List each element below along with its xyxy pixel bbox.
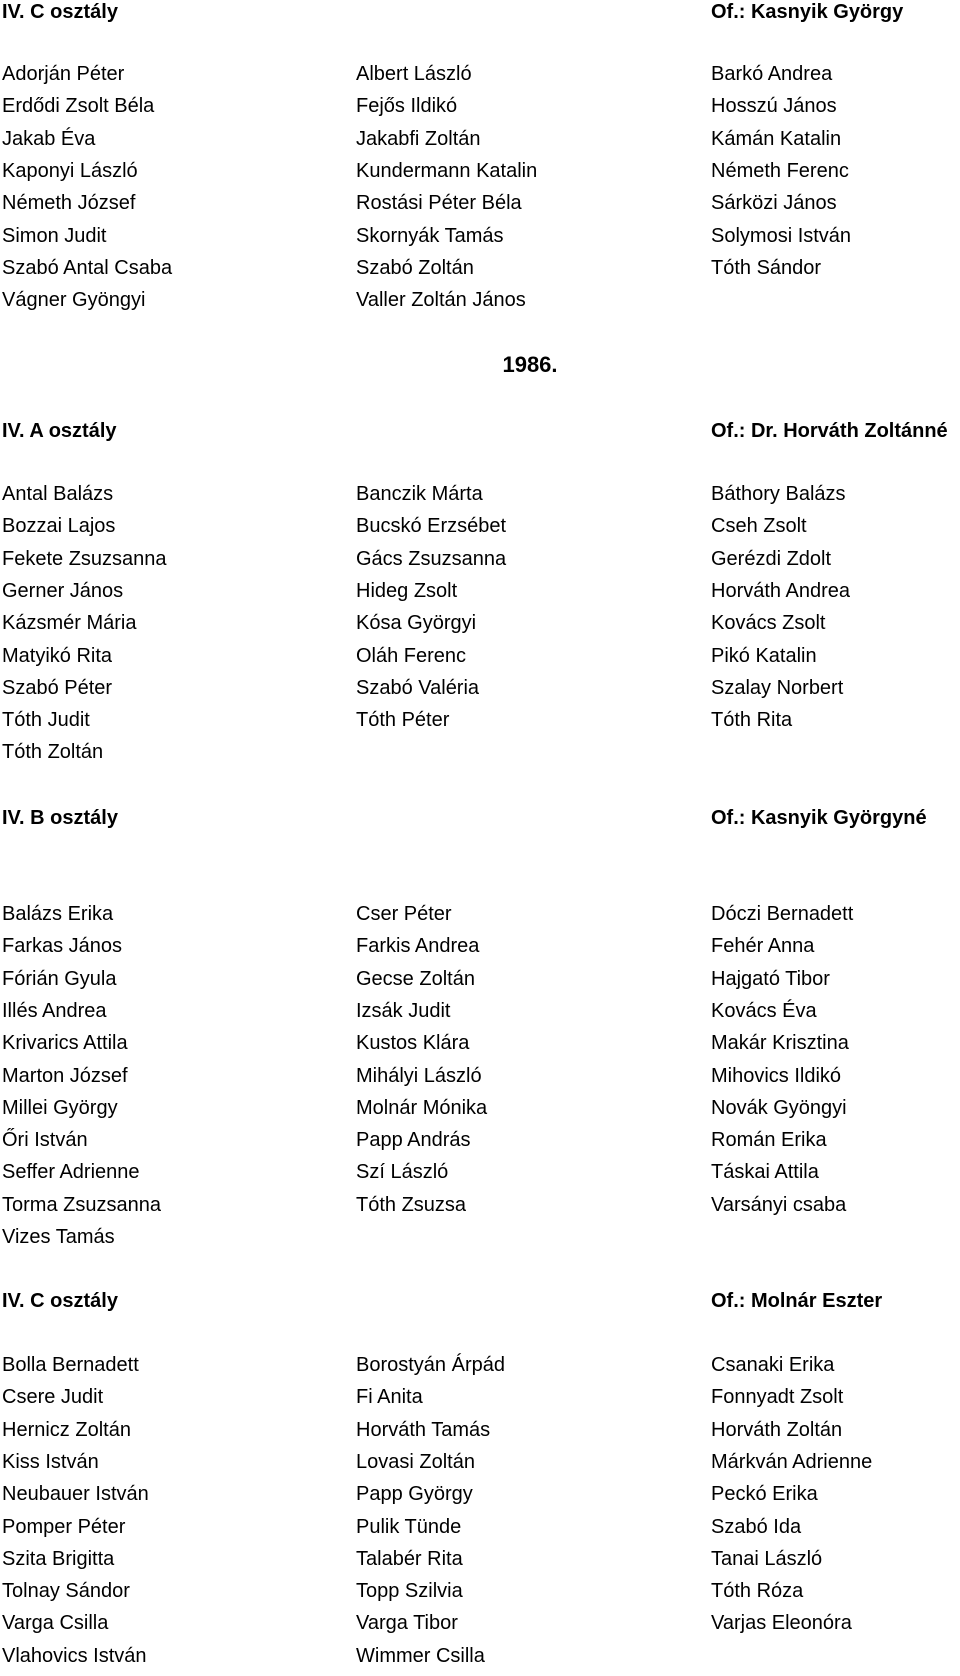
- student-name: Seffer Adrienne: [2, 1161, 140, 1184]
- class-teacher: Of.: Kasnyik Györgyné: [711, 807, 927, 829]
- student-name: Csere Judit: [2, 1386, 104, 1409]
- section-1-row: [0, 999, 960, 1031]
- student-name: Gecse Zoltán: [356, 967, 475, 990]
- student-name: Fi Anita: [356, 1386, 423, 1409]
- section-0-row: [0, 644, 960, 676]
- student-name: Tóth Judit: [2, 709, 90, 732]
- section-1-row: [0, 1225, 960, 1257]
- section-2-row: [0, 1515, 960, 1547]
- student-name: Solymosi István: [711, 224, 852, 247]
- section-0-row: [0, 676, 960, 708]
- student-name: Tóth Zsuzsa: [356, 1193, 467, 1216]
- student-name: Horváth Andrea: [711, 579, 850, 602]
- student-name: Valler Zoltán János: [356, 289, 526, 312]
- section-0-row: [0, 708, 960, 740]
- student-name: Pulik Tünde: [356, 1515, 462, 1538]
- section-1-row: [0, 934, 960, 966]
- student-name: Pikó Katalin: [711, 644, 817, 667]
- student-name: Kovács Zsolt: [711, 612, 826, 635]
- class-teacher: Of.: Dr. Horváth Zoltánné: [711, 420, 948, 442]
- student-name: Rostási Péter Béla: [356, 192, 522, 215]
- student-name: Albert László: [356, 63, 472, 85]
- student-name: Cser Péter: [356, 903, 452, 925]
- student-name: Vizes Tamás: [2, 1226, 115, 1248]
- class-label: IV. C osztály: [2, 1, 118, 23]
- student-name: Tóth Sándor: [711, 256, 822, 279]
- section-1-row: [0, 1193, 960, 1225]
- student-name: Fonnyadt Zsolt: [711, 1386, 844, 1409]
- student-name: Márkván Adrienne: [711, 1450, 873, 1473]
- student-name: Farkis Andrea: [356, 935, 480, 958]
- student-name: Matyikó Rita: [2, 644, 113, 667]
- student-name: Dóczi Bernadett: [711, 903, 854, 925]
- section-2-row: [0, 1547, 960, 1579]
- student-name: Németh Ferenc: [711, 159, 849, 182]
- class-teacher: Of.: Kasnyik György: [711, 1, 904, 23]
- section-0-row: [0, 547, 960, 579]
- student-name: Kovács Éva: [711, 999, 817, 1022]
- student-name: Varjas Eleonóra: [711, 1612, 852, 1635]
- student-name: Tóth Péter: [356, 709, 450, 732]
- section-1-row: [0, 967, 960, 999]
- student-name: Kázsmér Mária: [2, 612, 137, 635]
- student-name: Varsányi csaba: [711, 1193, 847, 1216]
- class-label: IV. A osztály: [2, 420, 117, 442]
- student-name: Oláh Ferenc: [356, 644, 467, 667]
- student-name: Tóth Róza: [711, 1580, 804, 1603]
- top-section-row: [0, 62, 960, 94]
- student-name: Szabó Zoltán: [356, 256, 474, 279]
- student-name: Antal Balázs: [2, 483, 114, 505]
- top-section-row: [0, 159, 960, 191]
- section-1-row: [0, 1096, 960, 1128]
- student-name: Gerézdi Zdolt: [711, 547, 832, 570]
- section-1-row: [0, 1031, 960, 1063]
- section-0-row: [0, 514, 960, 546]
- student-name: Szí László: [356, 1161, 449, 1184]
- student-name: Fehér Anna: [711, 935, 815, 958]
- top-section-row: [0, 288, 960, 320]
- class-label: IV. C osztály: [2, 1290, 118, 1312]
- student-name: Millei György: [2, 1096, 118, 1119]
- class-teacher: Of.: Molnár Eszter: [711, 1290, 883, 1312]
- student-name: Tóth Zoltán: [2, 741, 104, 764]
- student-name: Román Erika: [711, 1129, 827, 1152]
- student-name: Adorján Péter: [2, 63, 125, 85]
- student-name: Marton József: [2, 1064, 128, 1087]
- section-2-row: [0, 1482, 960, 1514]
- student-name: Szalay Norbert: [711, 676, 844, 699]
- student-name: Novák Gyöngyi: [711, 1096, 847, 1119]
- section-2-row: [0, 1385, 960, 1417]
- student-name: Gács Zsuzsanna: [356, 547, 507, 570]
- student-name: Jakabfi Zoltán: [356, 127, 481, 150]
- student-name: Skornyák Tamás: [356, 224, 504, 247]
- student-name: Szabó Péter: [2, 676, 113, 699]
- student-name: Kámán Katalin: [711, 127, 842, 150]
- student-name: Simon Judit: [2, 224, 107, 247]
- section-0-header: [0, 419, 960, 451]
- student-name: Fekete Zsuzsanna: [2, 547, 167, 570]
- student-name: Szabó Valéria: [356, 676, 480, 699]
- student-name: Borostyán Árpád: [356, 1354, 505, 1376]
- section-0-row: [0, 611, 960, 643]
- student-name: Gerner János: [2, 579, 124, 602]
- student-name: Táskai Attila: [711, 1161, 819, 1184]
- student-name: Bolla Bernadett: [2, 1354, 139, 1376]
- student-name: Erdődi Zsolt Béla: [2, 95, 155, 118]
- section-1-row: [0, 1160, 960, 1192]
- student-name: Szabó Antal Csaba: [2, 256, 173, 279]
- student-name: Szabó Ida: [711, 1515, 802, 1538]
- section-1-row: [0, 1128, 960, 1160]
- student-name: Kustos Klára: [356, 1032, 470, 1055]
- student-name: Balázs Erika: [2, 903, 114, 925]
- top-section-row: [0, 191, 960, 223]
- section-2-row: [0, 1450, 960, 1482]
- student-name: Cseh Zsolt: [711, 515, 807, 538]
- student-name: Izsák Judit: [356, 999, 451, 1022]
- student-name: Mihovics Ildikó: [711, 1064, 842, 1087]
- student-name: Tanai László: [711, 1547, 823, 1570]
- student-name: Jakab Éva: [2, 127, 96, 150]
- student-name: Kiss István: [2, 1450, 99, 1473]
- student-name: Horváth Tamás: [356, 1418, 491, 1441]
- student-name: Topp Szilvia: [356, 1580, 463, 1603]
- student-name: Fórián Gyula: [2, 967, 117, 990]
- top-section-row: [0, 256, 960, 288]
- section-1-row: [0, 902, 960, 934]
- student-name: Torma Zsuzsanna: [2, 1193, 161, 1216]
- student-name: Papp András: [356, 1129, 471, 1152]
- student-name: Bozzai Lajos: [2, 515, 116, 538]
- student-name: Báthory Balázs: [711, 483, 846, 505]
- student-name: Peckó Erika: [711, 1483, 818, 1506]
- student-name: Banczik Márta: [356, 483, 483, 505]
- student-name: Krivarics Attila: [2, 1032, 128, 1055]
- top-section-row: [0, 127, 960, 159]
- student-name: Bucskó Erzsébet: [356, 515, 507, 538]
- student-name: Őri István: [2, 1129, 88, 1152]
- student-name: Illés Andrea: [2, 999, 107, 1022]
- student-name: Németh József: [2, 192, 136, 215]
- student-name: Horváth Zoltán: [711, 1418, 843, 1441]
- student-name: Farkas János: [2, 935, 123, 958]
- student-name: Lovasi Zoltán: [356, 1450, 475, 1473]
- section-0-row: [0, 740, 960, 772]
- student-name: Tolnay Sándor: [2, 1580, 130, 1603]
- student-name: Barkó Andrea: [711, 63, 833, 85]
- section-2-row: [0, 1418, 960, 1450]
- student-name: Makár Krisztina: [711, 1032, 849, 1055]
- class-label: IV. B osztály: [2, 807, 118, 829]
- student-name: Szita Brigitta: [2, 1547, 115, 1570]
- student-name: Kundermann Katalin: [356, 159, 538, 182]
- student-name: Fejős Ildikó: [356, 95, 458, 118]
- student-name: Neubauer István: [2, 1483, 149, 1506]
- section-0-row: [0, 579, 960, 611]
- section-1-row: [0, 1064, 960, 1096]
- student-name: Pomper Péter: [2, 1515, 126, 1538]
- student-name: Talabér Rita: [356, 1547, 463, 1570]
- student-name: Hajgató Tibor: [711, 967, 830, 990]
- student-name: Hideg Zsolt: [356, 579, 458, 602]
- student-name: Sárközi János: [711, 192, 837, 215]
- student-name: Kósa Györgyi: [356, 612, 477, 635]
- student-name: Hosszú János: [711, 95, 837, 118]
- top-section-row: [0, 94, 960, 126]
- student-name: Varga Csilla: [2, 1612, 109, 1635]
- year-heading: 1986.: [502, 352, 558, 377]
- section-2-row: [0, 1611, 960, 1643]
- student-name: Varga Tibor: [356, 1612, 458, 1635]
- section-2-header: [0, 1289, 960, 1321]
- section-0-row: [0, 482, 960, 514]
- student-name: Vágner Gyöngyi: [2, 289, 146, 312]
- top-section-header: [0, 0, 960, 32]
- student-name: Wimmer Csilla: [356, 1644, 485, 1667]
- section-1-header: [0, 806, 960, 838]
- student-name: Hernicz Zoltán: [2, 1418, 131, 1441]
- top-section-row: [0, 224, 960, 256]
- section-2-row: [0, 1579, 960, 1611]
- student-name: Kaponyi László: [2, 159, 138, 182]
- student-name: Vlahovics István: [2, 1644, 147, 1667]
- student-name: Molnár Mónika: [356, 1096, 488, 1119]
- student-name: Tóth Rita: [711, 709, 793, 732]
- student-name: Papp György: [356, 1483, 473, 1506]
- student-name: Mihályi László: [356, 1064, 482, 1087]
- student-name: Csanaki Erika: [711, 1354, 835, 1376]
- section-2-row: [0, 1353, 960, 1385]
